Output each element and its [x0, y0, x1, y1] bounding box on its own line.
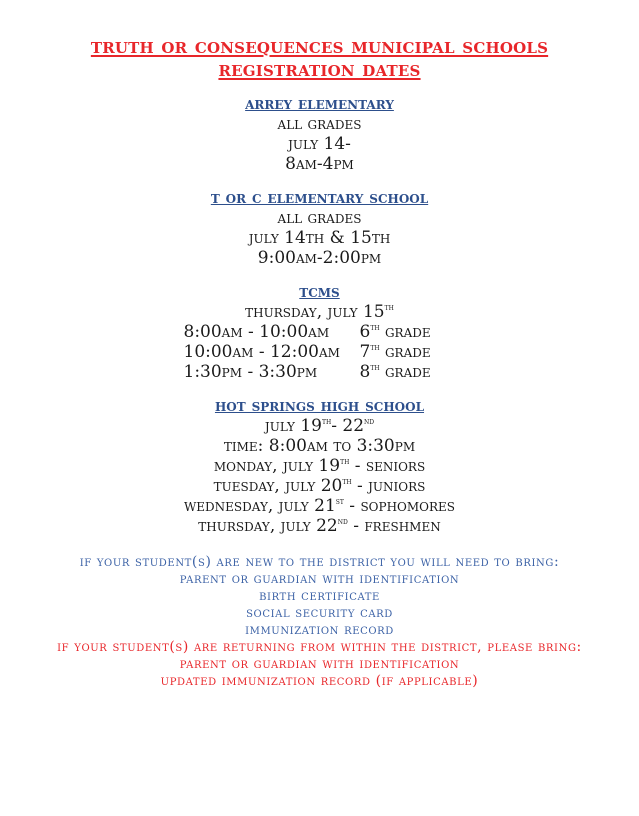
day-class: - sophomores: [343, 496, 456, 516]
new-req-birth-certificate: birth certificate: [259, 588, 380, 604]
arrey-time: 8am-4pm: [285, 154, 354, 174]
requirements-block: [0, 554, 639, 690]
torc-heading: t or c elementary school: [210, 188, 429, 208]
grade-number: 6: [359, 322, 371, 342]
day-class: - freshmen: [347, 516, 441, 536]
new-req-social-security: social security card: [246, 605, 393, 621]
tcms-date-suffix: th: [384, 303, 394, 313]
tcms-grade-7: [360, 342, 456, 362]
tcms-grade-6: [360, 322, 456, 342]
hshs-heading: hot springs high school: [214, 396, 425, 416]
hshs-day-seniors: [0, 456, 639, 476]
new-students-block: [40, 554, 599, 639]
tcms-time-6: 8:00am - 10:00am: [183, 322, 330, 342]
tcms-time-7: 10:00am - 12:00am: [183, 342, 340, 362]
grade-suffix: th: [370, 343, 380, 353]
title-line-2: registration dates: [218, 56, 421, 81]
tcms-section: [0, 282, 639, 382]
tcms-date-text: thursday, july 15: [245, 302, 385, 322]
flyer-header: [0, 34, 639, 80]
day-date: tuesday, july 20: [213, 476, 343, 496]
date-suffix: th: [340, 457, 350, 467]
grade-word: grade: [379, 362, 431, 382]
torc-date: july 14th & 15th: [248, 228, 391, 248]
day-date: wednesday, july 21: [183, 496, 336, 516]
day-date: thursday, july 22: [198, 516, 338, 536]
tcms-date: [0, 302, 639, 322]
returning-students-block: [40, 639, 599, 690]
grade-word: grade: [379, 342, 431, 362]
grade-suffix: th: [370, 363, 380, 373]
new-students-intro: if your student(s) are new to the district you will need to bring:: [79, 554, 560, 570]
date-suffix: th: [342, 477, 352, 487]
date-suffix: nd: [364, 417, 375, 427]
day-date: monday, july 19: [213, 456, 341, 476]
returning-students-intro: if your student(s) are returning from within the district, please bring:: [57, 639, 582, 655]
hshs-day-freshmen: [0, 516, 639, 536]
title-line-1: truth or consequences municipal schools: [90, 33, 549, 58]
hshs-date-start: july 19: [264, 416, 322, 436]
date-suffix: th: [322, 417, 332, 427]
tcms-grade-8: [360, 362, 456, 382]
day-class: - juniors: [351, 476, 426, 496]
hshs-day-juniors: [0, 476, 639, 496]
date-suffix: st: [335, 497, 344, 507]
new-req-guardian-id: parent or guardian with identification: [179, 571, 460, 587]
grade-number: 7: [359, 342, 371, 362]
torc-section: [0, 188, 639, 268]
hshs-date-end: - 22: [331, 416, 365, 436]
new-req-immunization: immunization record: [245, 622, 394, 638]
torc-grades: all grades: [277, 208, 362, 228]
returning-req-guardian-id: parent or guardian with identification: [179, 656, 460, 672]
arrey-section: [0, 94, 639, 174]
arrey-heading: arrey elementary: [245, 94, 394, 114]
arrey-grades: all grades: [277, 114, 362, 134]
tcms-row-7: [0, 342, 639, 362]
day-class: - seniors: [349, 456, 426, 476]
tcms-heading: tcms: [299, 282, 340, 302]
hshs-section: [0, 396, 639, 536]
grade-suffix: th: [370, 323, 380, 333]
hshs-time: time: 8:00am to 3:30pm: [223, 436, 416, 456]
torc-time: 9:00am-2:00pm: [257, 248, 382, 268]
hshs-day-sophomores: [0, 496, 639, 516]
hshs-dates: [0, 416, 639, 436]
date-suffix: nd: [337, 517, 348, 527]
grade-word: grade: [379, 322, 431, 342]
grade-number: 8: [359, 362, 371, 382]
tcms-row-8: [0, 362, 639, 382]
returning-req-immunization: updated immunization record (if applicable): [160, 673, 479, 689]
tcms-time-8: 1:30pm - 3:30pm: [183, 362, 318, 382]
tcms-row-6: [0, 322, 639, 342]
arrey-date: july 14-: [288, 134, 351, 154]
